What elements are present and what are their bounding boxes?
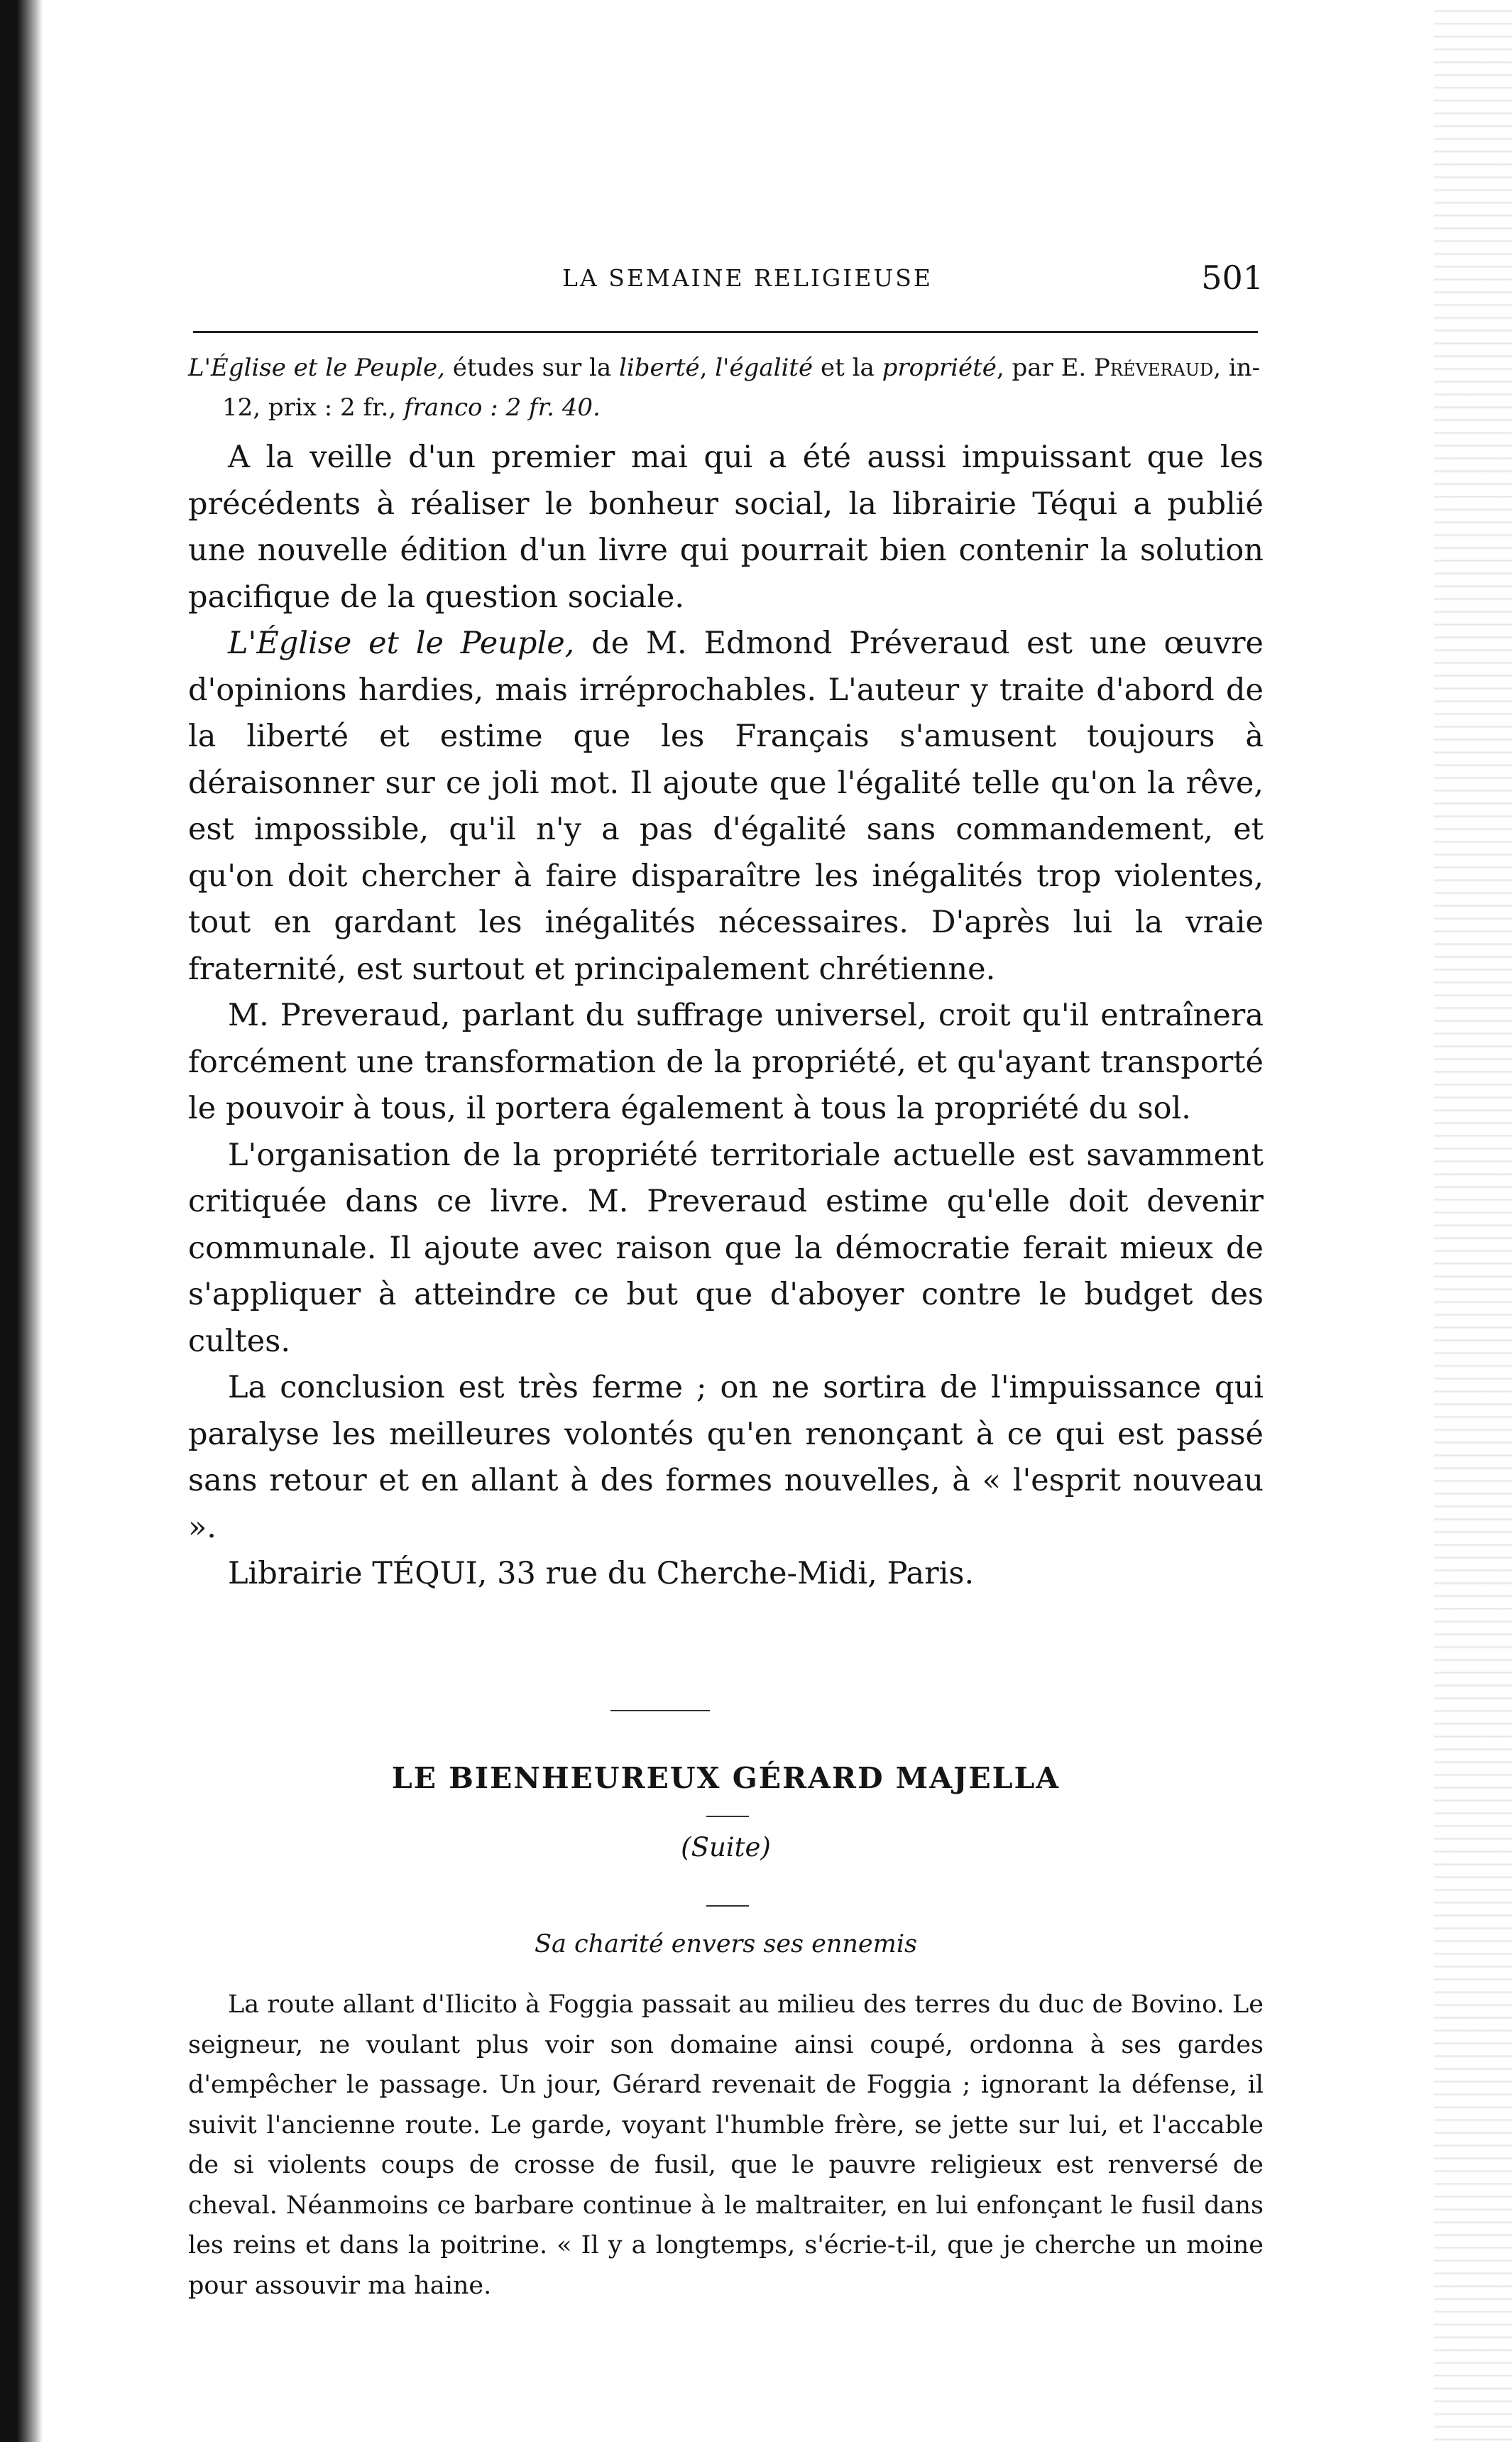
header-rule xyxy=(193,331,1258,333)
title-rule xyxy=(706,1816,749,1817)
running-header xyxy=(193,258,1264,307)
page-edge-shadow xyxy=(1434,0,1512,2442)
running-title: LA SEMAINE RELIGIEUSE xyxy=(562,264,933,292)
review-lead-text: de M. Edmond Préveraud est une œuvre xyxy=(591,626,1264,661)
notice-word-et: et la xyxy=(821,354,875,382)
review-paragraph: L'organisation de la propriété territoriale actuelle est savamment critiquée dans ce livre. M. Preveraud estime qu'elle doit devenir communale. Il ajoute avec raison que la démocratie ferait mieux de s'appliquer à atteindre ce but que d'aboyer contre le budget des cultes. xyxy=(188,1137,1264,1359)
review-paragraph: A la veille d'un premier mai qui a été aussi impuissant que les précédents à réaliser le bonheur social, la librairie Téqui a publié une nouvelle édition d'un livre qui pourrait bien contenir la solution pacifique de la question sociale. xyxy=(188,440,1264,615)
notice-word-liberte: liberté xyxy=(618,354,700,382)
book-spine-shadow xyxy=(0,0,43,2442)
article-paragraph: La route allant d'Ilicito à Foggia passait au milieu des terres du duc de Bovino. Le seigneur, ne voulant plus voir son domaine ainsi coupé, ordonna à ses gardes d'empêcher le passage. Un jour, Gérard revenait de Foggia ; ignorant la défense, il suivit l'ancienne route. Le garde, voyant l'humble frère, se jette sur lui, et l'accable de si violents coups de crosse de fusil, que le pauvre religieux est renversé de cheval. Néanmoins ce barbare continue à le maltraiter, en lui enfonçant le fusil dans les reins et dans la poitrine. « Il y a longtemps, s'écrie-t-il, que je cherche un moine pour assouvir ma haine. xyxy=(188,1990,1264,2300)
book-review xyxy=(188,435,1264,1598)
review-paragraph: La conclusion est très ferme ; on ne sortira de l'impuissance qui paralyse les meilleures volontés qu'en renonçant à ce qui est passé sans retour et en allant à des formes nouvelles, à « l'esprit nouveau ». xyxy=(188,1370,1264,1545)
notice-line: L'Église et le Peuple, études sur la liberté, l'égalité et la propriété, par E. Préveraud, in-12, prix : 2 fr., franco : 2 fr. 40. xyxy=(188,354,1261,422)
article-subtitle: Sa charité envers ses ennemis xyxy=(535,1930,917,1958)
book-notice xyxy=(188,348,1264,427)
subtitle-rule xyxy=(706,1905,749,1907)
notice-author: Préveraud xyxy=(1094,354,1214,382)
notice-word-par: par E. xyxy=(1012,354,1087,382)
section-divider xyxy=(610,1710,710,1711)
article-title: LE BIENHEUREUX GÉRARD MAJELLA xyxy=(391,1761,1061,1795)
review-paragraph-continued: d'opinions hardies, mais irréprochables. L'auteur y traite d'abord de la liberté et estime que les Français s'amusent toujours à déraisonner sur ce joli mot. Il ajoute que l'égalité telle qu'on la rêve, est impossible, qu'il n'y a pas d'égalité sans commandement, et qu'on doit chercher à faire disparaître les inégalités trop violentes, tout en gardant les inégalités nécessaires. D'après lui la vraie fraternité, est surtout et principalement chrétienne. xyxy=(188,672,1264,987)
page-number: 501 xyxy=(1201,258,1264,297)
publisher-signature: Librairie TÉQUI, 33 rue du Cherche-Midi, Paris. xyxy=(228,1556,975,1591)
notice-word-propriete: propriété xyxy=(882,354,997,382)
notice-book-title: L'Église et le Peuple, xyxy=(188,354,445,382)
notice-description: études sur la xyxy=(452,354,612,382)
notice-word-egalite: l'égalité xyxy=(715,354,813,382)
notice-format: , in-12, prix : 2 fr., xyxy=(222,354,1261,422)
review-paragraph-lead xyxy=(188,621,1264,993)
review-book-title: L'Église et le Peuple, xyxy=(228,626,575,661)
article-continued: (Suite) xyxy=(681,1832,771,1863)
article-body xyxy=(188,1985,1264,2306)
notice-franco: franco : 2 fr. 40. xyxy=(403,393,601,422)
review-paragraph: M. Preveraud, parlant du suffrage universel, croit qu'il entraînera forcément une transformation de la propriété, et qu'ayant transporté le pouvoir à tous, il portera également à tous la propriété du sol. xyxy=(188,998,1264,1126)
